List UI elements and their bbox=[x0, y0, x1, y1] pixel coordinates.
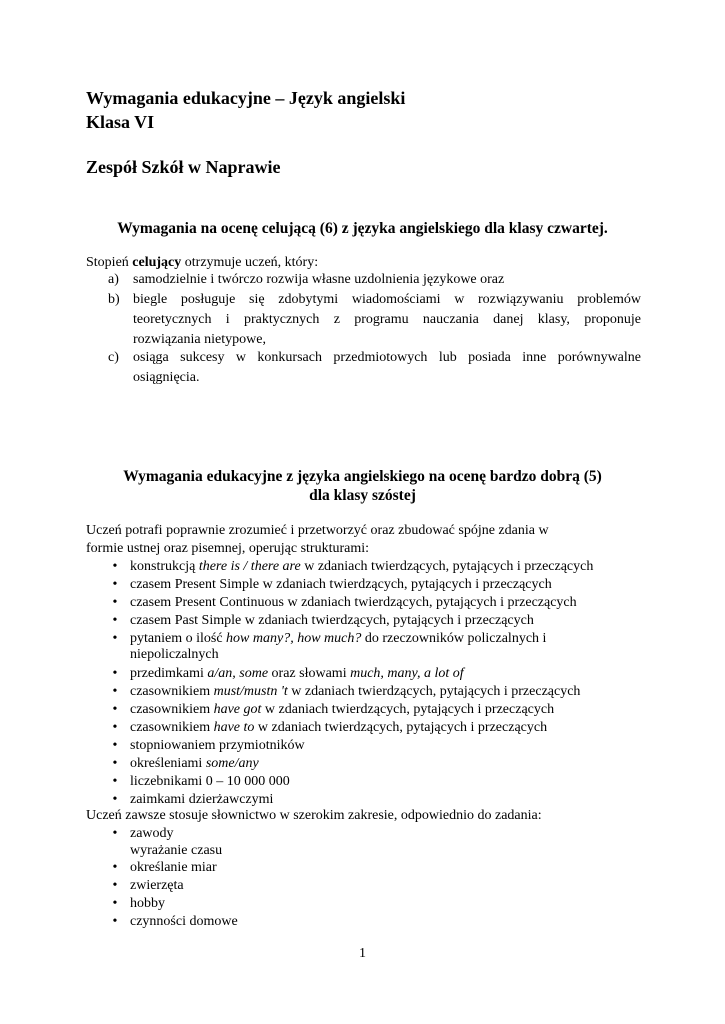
list-item: c) osiąga sukcesy w konkursach przedmiotowych lub posiada inne porównywalne osiągnięcia. bbox=[108, 350, 641, 385]
school-name: Zespół Szkół w Naprawie bbox=[86, 157, 281, 177]
list-subitem: wyrażanie czasu bbox=[130, 843, 223, 858]
section1-intro: Stopień celujący otrzymuje uczeń, który: bbox=[86, 255, 319, 270]
list-item: b) biegle posługuje się zdobytymi wiadomościami w rozwiązywaniu problemów teoretycznych i praktycznych z programu nauczania danej klasy, proponuje rozwiązania nietypowe, bbox=[108, 292, 641, 347]
class-label: Klasa VI bbox=[86, 112, 155, 132]
section1-heading: Wymagania na ocenę celującą (6) z języka angielskiego dla klasy czwartej. bbox=[117, 220, 608, 237]
document-title: Wymagania edukacyjne – Język angielski bbox=[86, 88, 406, 108]
document-page: Wymagania edukacyjne – Język angielski Klasa VI Zespół Szkół w Naprawie Wymagania na ocenę celującą (6) z języka angielskiego dla klasy czwartej. Stopień celujący otrzymuje uczeń, który: a) samodzielnie i twórczo rozwija własne uzdolnienia językowe oraz b) biegle posługuje się zdobytymi wiadomościami w rozwiązywaniu problemów teoretycznych i praktycznych z programu nauczania danej klasy, proponuje rozwiązania nietypowe, c) osiąga sukcesy w konkursach przedmiotowych lub posiada inne porównywalne osiągnięcia. Wymagania edukacyjne z języka angielskiego na ocenę bardzo dobrą (5) dla klasy szóstej Uczeń potrafi poprawnie zrozumieć i przetworzyć oraz zbudować spójne zdania w formie ustnej oraz pisemnej, operując strukturami: • konstrukcją there is / there are w zdaniach twierdzących, pytających i przeczących • czasem Present Simple w zdaniach twierdzących, pytających i przeczących • czasem Present Continuous w zdaniach twierdzących, pytających i przeczących • czasem Past Simple w zdaniach twierdzących, pytających i przeczących • pytaniem o ilość how many?, how much? do rzeczowników policzalnych i niepoliczalnych • przedimkami a/an, some oraz słowami much, many, a lot of • czasownikiem must/mustn 't w zdaniach twierdzących, pytających i przeczących • czasownikiem have got w zdaniach twierdzących, pytających i przeczących • czasownikiem have to w zdaniach twierdzących, pytających i przeczących • stopniowaniem przymiotników • określeniami some/any • liczebnikami 0 – 10 000 000 • zaimkami dzierżawczymi Uczeń zawsze stosuje słownictwo w szerokim zakresie, odpowiednio do zadania: • zawody wyrażanie czasu • określanie miar • zwierzęta • hobby • czynności domowe 1 bbox=[0, 0, 725, 1024]
grade-bold: celujący bbox=[132, 255, 182, 270]
list-item: a) samodzielnie i twórczo rozwija własne uzdolnienia językowe oraz bbox=[108, 272, 505, 287]
section2-heading-line2: dla klasy szóstej bbox=[309, 487, 416, 504]
vocab-intro: Uczeń zawsze stosuje słownictwo w szerokim zakresie, odpowiednio do zadania: bbox=[86, 808, 542, 823]
section2-intro-line1: Uczeń potrafi poprawnie zrozumieć i przetworzyć oraz zbudować spójne zdania w bbox=[86, 523, 549, 538]
section2-heading-line1: Wymagania edukacyjne z języka angielskiego na ocenę bardzo dobrą (5) bbox=[123, 468, 602, 485]
section2-intro-line2: formie ustnej oraz pisemnej, operując strukturami: bbox=[86, 541, 370, 556]
page-number: 1 bbox=[359, 946, 366, 961]
